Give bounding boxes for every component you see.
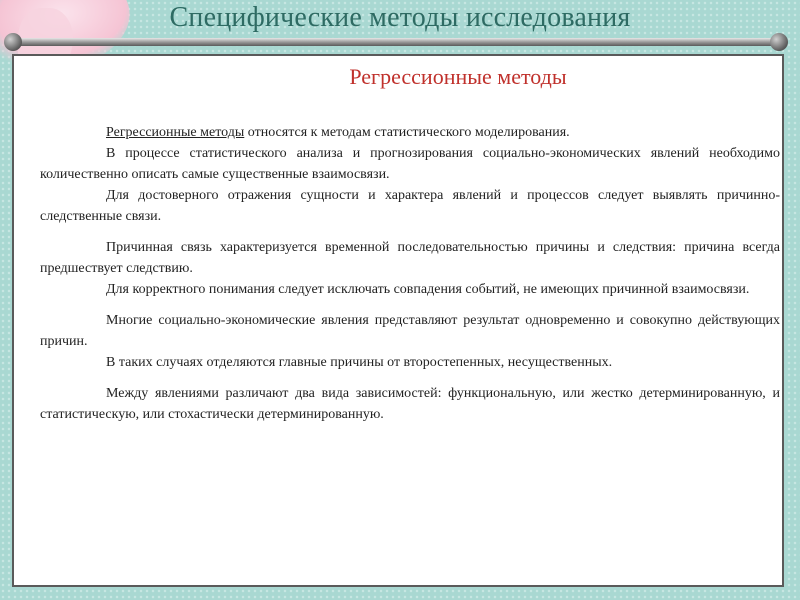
paragraph-6: Многие социально-экономические явления представляют результат одновременно и совокупно действующих причин. xyxy=(40,313,780,349)
paragraph-7: В таких случаях отделяются главные причины от второстепенных, несущественных. xyxy=(106,355,613,370)
paragraph-3: Для достоверного отражения сущности и характера явлений и процессов следует выявлять причинно-следственные связи. xyxy=(40,188,780,224)
content-panel xyxy=(12,54,784,587)
section-subtitle: Регрессионные методы xyxy=(349,64,567,89)
paragraph-2: В процессе статистического анализа и прогнозирования социально-экономических явлений необходимо количественно описать самые существенные взаимосвязи. xyxy=(40,146,780,182)
paragraph-4: Причинная связь характеризуется временной последовательностью причины и следствия: причина всегда предшествует следствию. xyxy=(40,240,780,276)
decorative-rail xyxy=(10,38,780,46)
paragraph-5: Для корректного понимания следует исключать совпадения событий, не имеющих причинной взаимосвязи. xyxy=(106,282,750,297)
paragraph-1-rest: относятся к методам статистического моделирования. xyxy=(244,125,570,140)
rail-cap-right xyxy=(770,33,788,51)
slide-title: Специфические методы исследования xyxy=(169,2,631,33)
body-text xyxy=(40,122,780,425)
paragraph-8: Между явлениями различают два вида зависимостей: функциональную, или жестко детерминированную, и статистическую, или стохастически детерминированную. xyxy=(40,386,780,422)
paragraph-1 xyxy=(40,122,780,143)
rail-cap-left xyxy=(4,33,22,51)
term-regression-methods: Регрессионные методы xyxy=(106,125,245,140)
